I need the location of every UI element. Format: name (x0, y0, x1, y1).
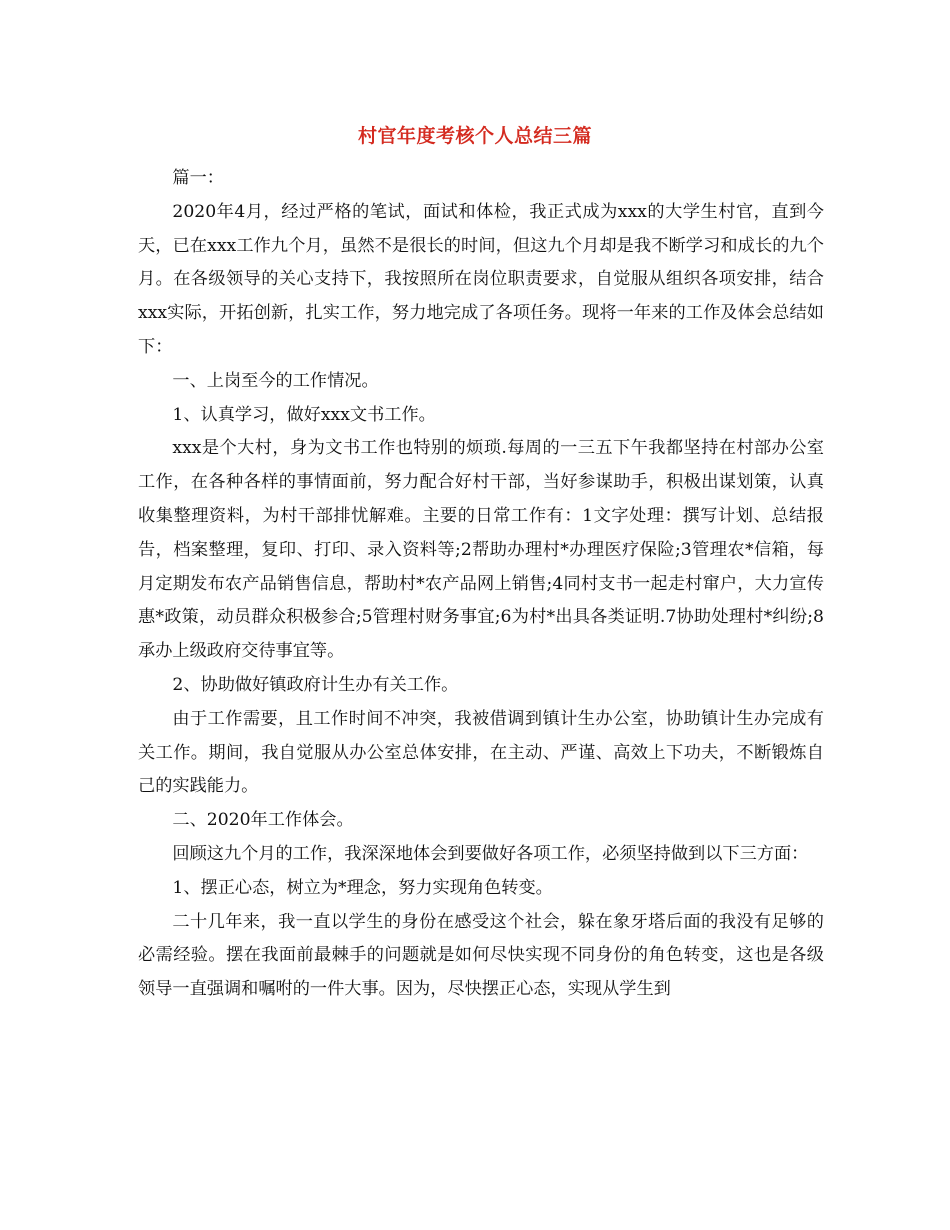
document-title: 村官年度考核个人总结三篇 (357, 125, 592, 147)
paragraph: 由于工作需要，且工作时间不冲突，我被借调到镇计生办公室，协助镇计生办完成有关工作。期间，我自觉服从办公室总体安排，在主动、严谨、高效上下功夫，不断锻炼自己的实践能力。 (138, 708, 824, 797)
paragraph: 篇一： (172, 168, 224, 188)
paragraph: 回顾这九个月的工作，我深深地体会到要做好各项工作，必须坚持做到以下三方面： (172, 843, 809, 864)
paragraph: 2020年4月，经过严格的笔试，面试和体检，我正式成为xxx的大学生村官，直到今天，已在xxx工作九个月，虽然不是很长的时间，但这九个月却是我不断学习和成长的九个月。在各级领导的关心支持下，我按照所在岗位职责要求，自觉服从组织各项安排，结合xxx实际，开拓创新，扎实工作，努力地完成了各项任务。现将一年来的工作及体会总结如下： (138, 201, 824, 357)
document-body (138, 162, 824, 1007)
paragraph: 1、摆正心态，树立为*理念，努力实现角色转变。 (172, 877, 553, 898)
paragraph: 二、2020年工作体会。 (172, 810, 354, 831)
paragraph: xxx是个大村，身为文书工作也特别的烦琐.每周的一三五下午我都坚持在村部办公室工作，在各种各样的事情面前，努力配合好村干部，当好参谋助手，积极出谋划策，认真收集整理资料，为村干部排忧解难。主要的日常工作有：1文字处理：撰写计划、总结报告，档案整理，复印、打印、录入资料等;2帮助办理村*办理医疗保险;3管理农*信箱，每月定期发布农产品销售信息，帮助村*农产品网上销售;4同村支书一起走村窜户，大力宣传惠*政策，动员群众积极参合;5管理村财务事宜;6为村*出具各类证明.7协助处理村*纠纷;8承办上级政府交待事宜等。 (138, 438, 824, 662)
paragraph: 1、认真学习，做好xxx文书工作。 (172, 404, 436, 425)
paragraph: 2、协助做好镇政府计生办有关工作。 (172, 674, 459, 695)
paragraph: 二十几年来，我一直以学生的身份在感受这个社会，躲在象牙塔后面的我没有足够的必需经验。摆在我面前最棘手的问题就是如何尽快实现不同身份的角色转变，这也是各级领导一直强调和嘱咐的一件大事。因为，尽快摆正心态，实现从学生到 (138, 911, 824, 1000)
paragraph: 一、上岗至今的工作情况。 (172, 370, 379, 391)
